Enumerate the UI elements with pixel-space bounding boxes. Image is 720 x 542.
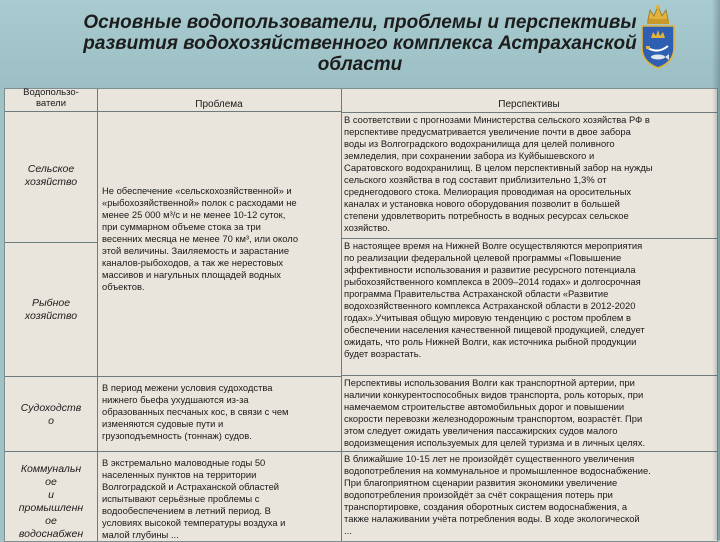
row-divider bbox=[5, 376, 341, 377]
problem-agriculture-fishery: Не обеспечение «сельскохозяйственной» и «рыбохозяйственной» полок с расходами не менее 25 000 м³/с и не менее 10-12 суток, при суммарном объеме стока за три весенних месяца не менее 70 км³, или около этой величины. Заиляемость и зарастание каналов-рыбоходов, а так же нерестовых массивов и нагульных площадей водных объектов. bbox=[102, 185, 299, 292]
prospect-agriculture: В соответствии с прогнозами Министерства сельского хозяйства РФ в перспективе предусматривается увеличение почти в двое забора воды из Волгоградского водохранилища для целей поливного земледелия, при сохранении забора из Куйбышевского и Саратовского водохранилищ. В целом перспективный забор на нужды сельского хозяйства в год составит приблизительно 1,3% от среднегодового стока. Мелиорация проводимая на оросительных каналах и установка нового оборудования позволит в большей степени удовлетворить потребность в водных ресурсах сельское хозяйство. bbox=[344, 114, 653, 233]
column-divider bbox=[341, 89, 342, 541]
header-problem: Проблема bbox=[195, 99, 243, 110]
slide-header bbox=[0, 0, 720, 88]
sector-agriculture: Сельское хозяйство bbox=[24, 163, 78, 188]
column-divider bbox=[97, 89, 98, 541]
header-users: Водопользо- ватели bbox=[23, 87, 79, 109]
header-prospects: Перспективы bbox=[498, 99, 560, 110]
row-divider bbox=[341, 451, 717, 452]
sector-shipping: Судоходств о bbox=[20, 402, 82, 427]
problem-communal: В экстремально маловодные годы 50 населенных пунктов на территории Волгоградской и Астраханской областей испытывают серьёзные проблемы с водообеспечением в летний период. В условиях высокой температуры воздуха и малой глубины ... bbox=[102, 457, 286, 540]
sector-communal: Коммунальн ое и промышленн ое водоснабжен bbox=[18, 463, 84, 540]
slide-title: Основные водопользователи, проблемы и перспективы развития водохозяйственного комплекса Астраханской области bbox=[83, 12, 637, 75]
row-divider bbox=[341, 238, 717, 239]
right-edge-shadow bbox=[712, 0, 720, 540]
prospect-fishery: В настоящее время на Нижней Волге осуществляются мероприятия по реализации федеральной целевой программы «Повышение эффективности использования и развитие ресурсного потенциала рыбохозяйственного комплекса в 2009–2014 годах» и долгосрочная программа Правительства Астраханской области «Развитие водохозяйственного комплекса Астраханской области в 2012-2020 годах».Учитывая общую мировую тенденцию с ростом проблем в обеспечении населения качественной пищевой продукцией, следует ожидать, что роль Нижней Волги, как источника рыбной продукции будет возрастать. bbox=[344, 240, 645, 359]
astrakhan-coat-of-arms-icon bbox=[636, 4, 680, 72]
row-divider bbox=[5, 451, 341, 452]
row-divider bbox=[5, 111, 341, 112]
water-users-table bbox=[4, 88, 718, 542]
prospect-communal: В ближайшие 10-15 лет не произойдёт существенного увеличения водопотребления на коммунальное и промышленное водоснабжение. При благоприятном сценарии развития экономики увеличение водопотребления произойдёт за счёт сокращения потерь при транспортировке, создания оборотных систем водоснабжения, а также налаживании учёта потребления воды. В ходе экологической ... bbox=[344, 453, 651, 536]
prospect-shipping: Перспективы использования Волги как транспортной артерии, при наличии конкурентоспособных видов транспорта, роль которых, при намечаемом строительстве автомобильных дорог и повышении скорости перевозки железнодорожным транспортом, возрастёт. При этом следует ожидать увеличения пассажирских судов малого водоизмещения используемых для целей туризма и в личных целях. bbox=[344, 377, 646, 448]
sector-fishery: Рыбное хозяйство bbox=[24, 297, 78, 322]
row-divider bbox=[341, 112, 717, 113]
problem-shipping: В период межени условия судоходства нижнего бьефа ухудшаются из-за образованных песчаных кос, в связи с чем изменяются судовые пути и грузоподъемность (тоннаж) судов. bbox=[102, 382, 289, 441]
row-divider bbox=[5, 242, 97, 243]
row-divider bbox=[341, 375, 717, 376]
